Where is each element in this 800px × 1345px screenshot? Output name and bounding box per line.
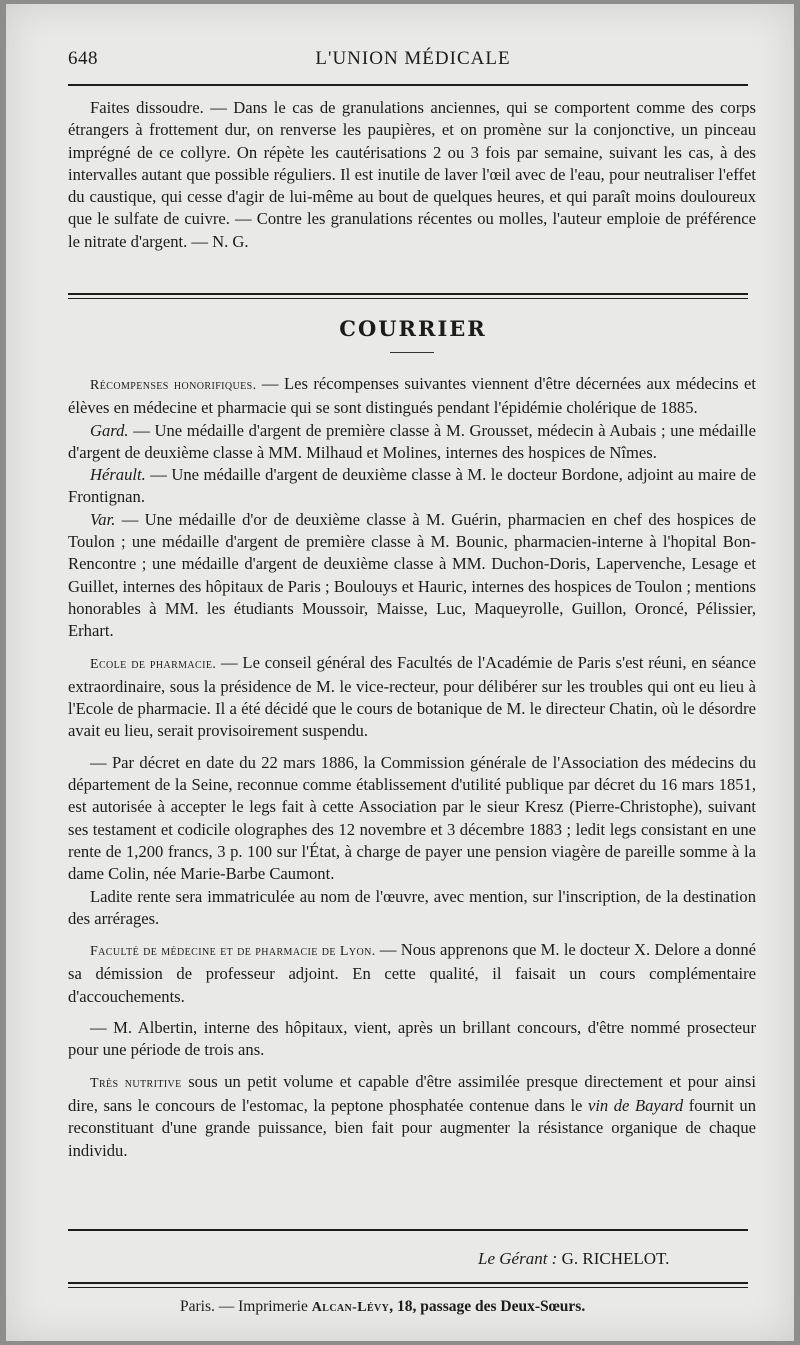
section-title: COURRIER: [339, 316, 487, 341]
faculte-paragraph: [68, 939, 756, 1008]
section-underline: [390, 352, 434, 353]
header-rule: [68, 84, 748, 86]
imprint-firm: Alcan-Lévy: [311, 1300, 390, 1315]
recompenses-heading: Récompenses honorifiques.: [90, 378, 257, 393]
decret-follow-paragraph: Ladite rente sera immatriculée au nom de l'œuvre, avec mention, sur l'inscription, de la destination des arrérages.: [68, 886, 756, 928]
gard-paragraph: [68, 420, 756, 465]
var-text: — Une médaille d'or de deuxième classe à M. Guérin, pharmacien en chef des hospices de Toulon ; une médaille d'argent de première classe à M. Bounic, pharmacien-interne à l'hopital Bon-Rencontre ; une médaille d'argent de deuxième classe à MM. Duchon-Doris, Lapervenche, Lesage et Guillet, internes des hôpitaux de Paris ; Boulouys et Hauric, internes des hospices de Toulon ; mentions honorables à MM. les étudiants Moussoir, Maisse, Luc, Maqueyrolle, Guillon, Oroncé, Pélissier, Erhart.: [68, 509, 756, 641]
intro-block: [68, 97, 756, 253]
herault-label: Hérault.: [90, 465, 146, 485]
gard-text: — Une médaille d'argent de première classe à M. Grousset, médecin à Aubais ; une médaille d'argent de deuxième classe à MM. Milhaud et Molines, internes des hospices de Nîmes.: [68, 420, 756, 462]
courrier-body: [68, 373, 756, 1162]
nutritive-product: vin de Bayard: [587, 1095, 684, 1115]
ecole-heading: Ecole de pharmacie.: [90, 656, 217, 672]
section-rule-top: [68, 293, 748, 295]
imprint-rule-top: [68, 1282, 748, 1284]
section-rule-bottom: [68, 298, 748, 299]
manager-name: G. RICHELOT.: [557, 1249, 670, 1268]
ecole-text: — Le conseil général des Facultés de l'Académie de Paris s'est réuni, en séance extraordinaire, sous la présidence de M. le vice-recteur, pour délibérer sur les troubles qui ont eu lieu à l'Ecole de pharmacie. Il a été décidé que le cours de botanique de M. le directeur Chatin, où le désordre avait eu lieu, serait provisoirement suspendu.: [68, 652, 756, 741]
footer-rule: [68, 1229, 748, 1231]
manager-signature: [478, 1249, 669, 1269]
nutritive-paragraph: [68, 1071, 756, 1162]
recompenses-paragraph: [68, 373, 756, 420]
page-number: 648: [68, 48, 98, 69]
printer-imprint: [180, 1298, 585, 1316]
ecole-paragraph: [68, 652, 756, 743]
herault-paragraph: [68, 464, 756, 509]
nutritive-text-before: sous un petit volume et capable d'être assimilée presque directement et pour ainsi dire, sans le concours de l'estomac, la peptone phosphatée contenue dans le: [68, 1071, 756, 1115]
var-paragraph: [68, 509, 756, 643]
decret-paragraph: — Par décret en date du 22 mars 1886, la Commission générale de l'Association des médecins du département de la Seine, reconnue comme établissement d'utilité publique par décret du 16 mars 1851, est autorisée à accepter le legs fait à cette Association par le sieur Kresz (Pierre-Christophe), suivant ses testament et codicile olographes des 12 novembre et 3 décembre 1883 ; ledit legs consistant en une rente de 1,200 francs, 3 p. 100 sur l'État, à charge de payer une pension viagère de pareille somme à la dame Colin, née Marie-Barbe Caumont.: [68, 752, 756, 884]
recompenses-text: — Les récompenses suivantes viennent d'être décernées aux médecins et élèves en médecine et pharmacie qui se sont distingués pendant l'épidémie cholérique de 1885.: [68, 374, 756, 418]
albertin-paragraph: — M. Albertin, interne des hôpitaux, vient, après un brillant concours, d'être nommé prosecteur pour une période de trois ans.: [68, 1018, 756, 1060]
imprint-rule-bottom: [68, 1287, 748, 1288]
intro-paragraph: Faites dissoudre. — Dans le cas de granulations anciennes, qui se comportent comme des corps étrangers à frottement dur, on renverse les paupières, et on promène sur la conjonctive, un pinceau imprégné de ce collyre. On répète les cautérisations 2 ou 3 fois par semaine, suivant les cas, à des intervalles autant que possible réguliers. Il est inutile de laver l'œil avec de l'eau, pour neutraliser l'effet du caustique, qui cesse d'agir de lui-même au bout de quelques heures, et qui paraît moins douloureux que le sulfate de cuivre. — Contre les granulations récentes ou molles, l'auteur emploie de préférence le nitrate d'argent. — N. G.: [68, 98, 756, 251]
manager-label: Le Gérant :: [478, 1249, 558, 1268]
faculte-heading: Faculté de médecine et de pharmacie de Lyon.: [90, 944, 376, 960]
gard-label: Gard.: [90, 420, 129, 440]
faculte-text: — Nous apprenons que M. le docteur X. Delore a donné sa démission de professeur adjoint. En cette qualité, il faisait un cours complémentaire d'accouchements.: [68, 940, 757, 1006]
running-head: [68, 48, 758, 78]
nutritive-text-after: fournit un reconstituant d'une grande puissance, bien fait pour augmenter la résistance organique de chaque individu.: [68, 1095, 756, 1160]
herault-text: — Une médaille d'argent de deuxième classe à M. le docteur Bordone, adjoint au maire de Frontignan.: [68, 465, 756, 507]
imprint-prefix: Paris. — Imprimerie: [180, 1298, 312, 1315]
nutritive-heading: Très nutritive: [90, 1075, 182, 1091]
var-label: Var.: [90, 509, 116, 529]
document-page: [6, 4, 794, 1341]
imprint-suffix: , 18, passage des Deux-Sœurs.: [389, 1298, 586, 1315]
journal-title: L'UNION MÉDICALE: [315, 48, 511, 69]
